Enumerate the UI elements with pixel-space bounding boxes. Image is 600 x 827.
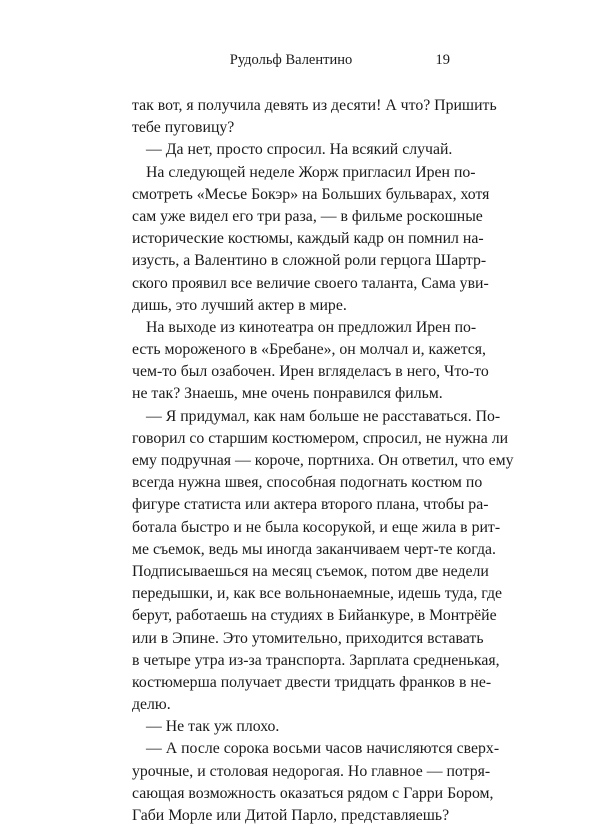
page-number: 19 [435,52,450,68]
text-line: фигуре статиста или актера второго плана, чтобы ра- [132,496,489,514]
text-line: не так? Знаешь, мне очень понравился фильм. [132,385,443,403]
text-line: ему подручная — короче, портниха. Он ответил, что ему [132,452,514,469]
text-line: На следующей неделе Жорж пригласил Ирен по- [146,163,476,181]
text-line: так вот, я получила девять из десяти! А что? Пришить [132,97,497,114]
body-text [132,95,514,827]
text-line: костюмерша получает двести тридцать франков в не- [132,673,492,691]
text-line: изусть, а Валентино в сложной роли герцога Шартр- [132,252,487,270]
text-line: сам уже видел его три раза, — в фильме роскошные [132,207,483,225]
text-line: есть мороженого в «Бребане», он молчал и, кажется, [132,341,487,359]
text-line: смотреть «Месье Бокэр» на Больших бульварах, хотя [132,185,490,203]
running-head [132,52,450,72]
text-line: ботала быстро и не была косорукой, и еще жила в рит- [132,518,501,536]
text-line: ме съемок, ведь мы иногда заканчиваем черт-те когда. [132,540,496,558]
text-line: сающая возможность оказаться рядом с Гарри Бором, [132,784,494,802]
text-line: — Не так уж плохо. [146,718,280,736]
text-line: берут, работаешь на студиях в Бийанкуре, в Монтрёйе [132,607,497,625]
text-line: — Я придумал, как нам больше не расставаться. По- [146,407,501,425]
text-line: урочные, и столовая недорогая. Но главное — потря- [132,762,491,780]
text-line: тебе пуговицу? [132,119,235,137]
text-line: чем-то был озабочен. Ирен вгляделасъ в него, Что-то [132,363,489,381]
running-head-title: Рудольф Валентино [229,52,353,68]
text-line: — А после сорока восьми часов начисляются сверх- [146,740,500,758]
text-line: говорил со старшим костюмером, спросил, не нужна ли [132,429,509,447]
text-line: ского проявил все величие своего таланта, Сама уви- [132,274,489,292]
text-line: или в Эпине. Это утомительно, приходится вставать [132,629,484,647]
text-line: в четыре утра из-за транспорта. Зарплата средненькая, [132,651,500,669]
text-line: На выходе из кинотеатра он предложил Ирен по- [146,318,477,336]
text-line: исторические костюмы, каждый кадр он помнил на- [132,230,484,248]
text-line: всегда нужна швея, способная подогнать костюм по [132,474,483,492]
text-line: Габи Морле или Дитой Парло, представляешь? [132,807,450,824]
text-line: дишь, это лучший актер в мире. [132,296,347,314]
text-line: делю. [132,696,171,714]
text-line: передышки, и, как все вольнонаемные, идешь туда, где [132,585,502,603]
text-line: Подписываешься на месяц съемок, потом две недели [132,562,489,580]
text-line: — Да нет, просто спросил. На всякий случай. [146,141,453,159]
